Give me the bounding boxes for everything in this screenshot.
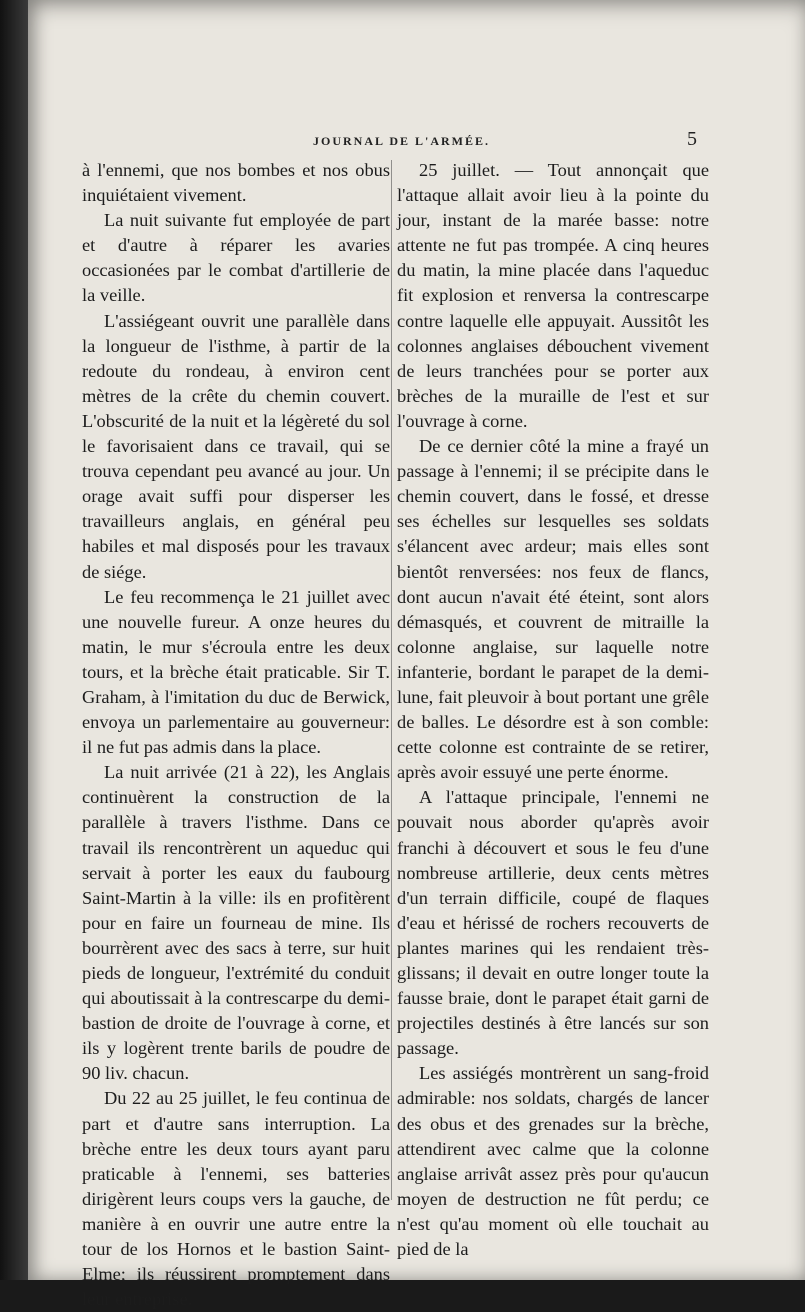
paragraph: De ce dernier côté la mine a frayé un passage à l'ennemi; il se précipite dans le chemin couvert, dans le fossé, et dresse ses échelles sur lesquelles ses soldats s'élancent avec ardeur; mais elles sont bientôt renversées: nos feux de flancs, dont aucun n'avait été éteint, sont alors démasqués, et couvrent de mitraille la colonne anglaise, sur laquelle notre infanterie, bordant le parapet de la demi-lune, fait pleuvoir à bout portant une grêle de balles. Le désordre est à son comble: cette colonne est contrainte de se retirer, après avoir essuyé une perte énorme. <box>397 436 709 783</box>
paragraph: Du 22 au 25 juillet, le feu continua de part et d'autre sans interruption. La brèche entre les deux tours ayant paru praticable à l'ennemi, ses batteries dirigèrent leurs coups vers la gauche, de manière à en ouvrir une autre entre la tour de los Hornos et le bastion Saint-Elme; ils réussirent promptement dans leur entreprise. <box>82 1088 390 1310</box>
paragraph: L'assiégeant ouvrit une parallèle dans la longueur de l'isthme, à partir de la redoute du rondeau, à environ cent mètres de la crête du chemin couvert. L'obscurité de la nuit et la légèreté du sol le favorisaient dans ce travail, qui se trouva cependant peu avancé au jour. Un orage avait suffi pour disperser les travailleurs anglais, en général peu habiles et mal disposés pour les travaux de siége. <box>82 310 390 582</box>
paragraph: A l'attaque principale, l'ennemi ne pouvait nous aborder qu'après avoir franchi à découvert et sous le feu d'une nombreuse artillerie, deux cents mètres d'un terrain difficile, coupé de flaques d'eau et hérissé de rochers recouverts de plantes marines qui les rendaient très-glissans; il devait en outre longer toute la fausse braie, dont le parapet était garni de projectiles destinés à être lancés sur son passage. <box>397 787 709 1059</box>
paragraph: La nuit arrivée (21 à 22), les Anglais continuèrent la construction de la parallèle à travers l'isthme. Dans ce travail ils rencontrèrent un aqueduc qui servait à porter les eaux du faubourg Saint-Martin à la ville: ils en profitèrent pour en faire un fourneau de mine. Ils bourrèrent avec des sacs à terre, sur huit pieds de longueur, l'extrémité du conduit qui aboutissait à la contrescarpe du demi-bastion de droite de l'ouvrage à corne, et ils y logèrent trente barils de poudre de 90 liv. chacun. <box>82 762 390 1084</box>
right-column <box>397 158 709 1262</box>
book-gutter <box>0 0 28 1280</box>
paragraph: Le feu recommença le 21 juillet avec une nouvelle fureur. A onze heures du matin, le mur s'écroula entre les deux tours, et la brèche était praticable. Sir T. Graham, à l'imitation du duc de Berwick, envoya un parlementaire au gouverneur: il ne fut pas admis dans la place. <box>82 586 390 758</box>
page-number: 5 <box>687 128 697 150</box>
paragraph: 25 juillet. — Tout annonçait que l'attaque allait avoir lieu à la pointe du jour, instant de la marée basse: notre attente ne fut pas trompée. A cinq heures du matin, la mine placée dans l'aqueduc fit explosion et renversa la contrescarpe contre laquelle elle appuyait. Aussitôt les colonnes anglaises débouchent vivement de leurs tranchées pour se porter aux brèches de la muraille de l'est et sur l'ouvrage à corne. <box>397 160 709 431</box>
left-column <box>82 158 390 1312</box>
paragraph: La nuit suivante fut employée de part et d'autre à réparer les avaries occasionées par le combat d'artillerie de la veille. <box>82 210 390 306</box>
paragraph: à l'ennemi, que nos bombes et nos obus inquiétaient vivement. <box>82 160 390 206</box>
paragraph: Les assiégés montrèrent un sang-froid admirable: nos soldats, chargés de lancer des obus et des grenades sur la brèche, attendirent avec calme que la colonne anglaise arrivât assez près pour qu'aucun moyen de destruction ne fût perdu; ce n'est qu'au moment où elle touchait au pied de la <box>397 1063 709 1260</box>
running-head: JOURNAL DE L'ARMÉE. <box>313 134 491 148</box>
column-rule <box>391 160 392 1200</box>
